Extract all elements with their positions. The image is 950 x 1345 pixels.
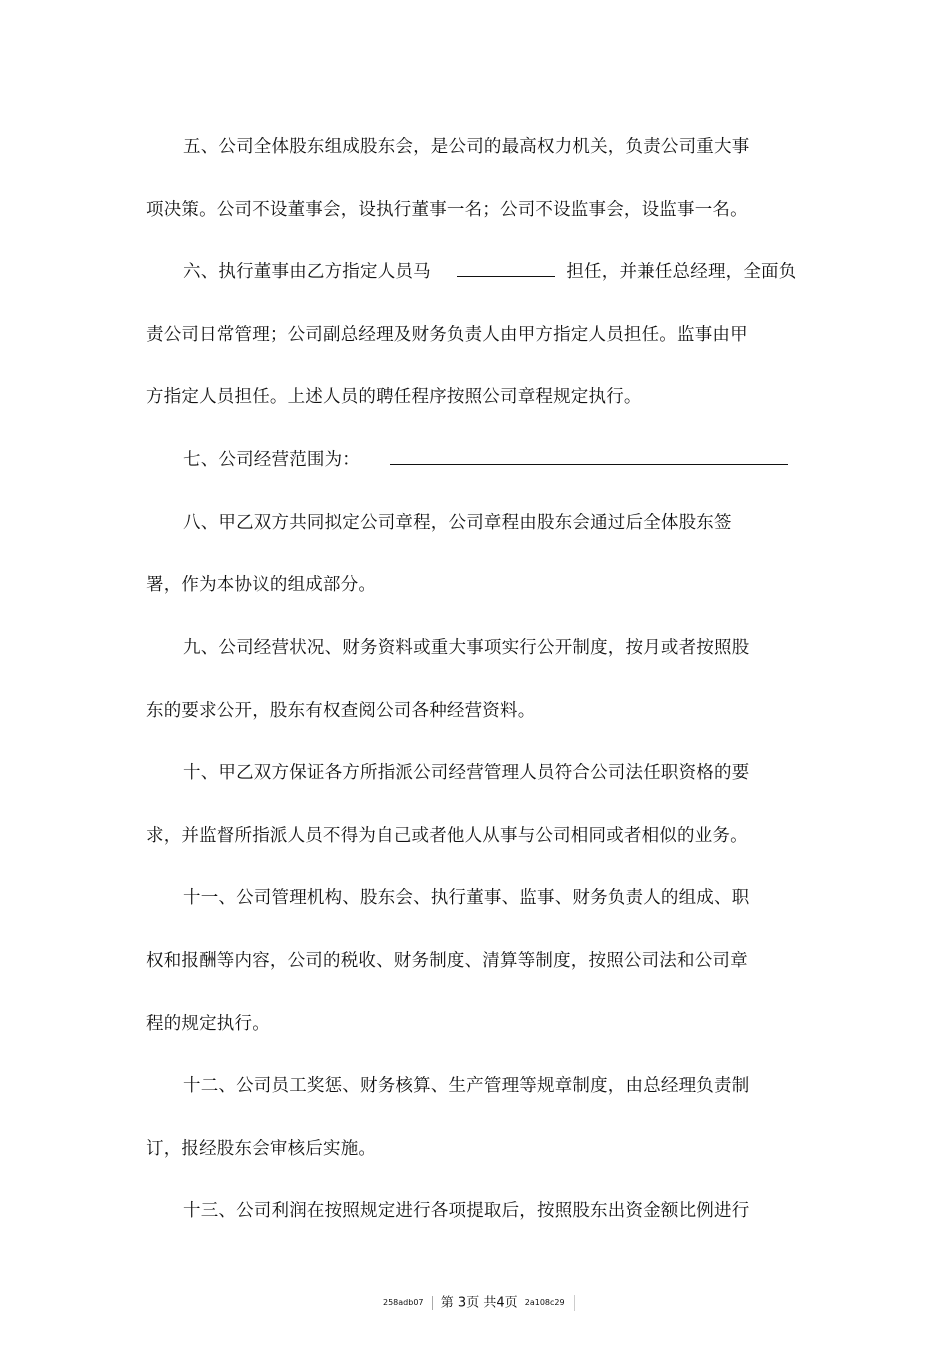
p5-line1: 五、公司全体股东组成股东会，是公司的最高权力机关，负责公司重大事 — [183, 137, 750, 157]
p5-line2: 项决策。公司不设董事会，设执行董事一名；公司不设监事会，设监事一名。 — [146, 200, 748, 220]
p9-line1: 九、公司经营状况、财务资料或重大事项实行公开制度，按月或者按照股 — [183, 638, 750, 658]
footer-right-code: 2a108c29 — [524, 1298, 565, 1307]
p11-line2: 权和报酬等内容，公司的税收、财务制度、清算等制度，按照公司法和公司章 — [146, 951, 748, 971]
p9-line2: 东的要求公开，股东有权查阅公司各种经营资料。 — [146, 701, 536, 721]
page-number: 第 3页 共4页 — [440, 1295, 518, 1311]
page-footer — [383, 1293, 575, 1313]
footer-divider — [432, 1296, 433, 1310]
p6-line2: 责公司日常管理；公司副总经理及财务负责人由甲方指定人员担任。监事由甲 — [146, 325, 748, 345]
p11-line1: 十一、公司管理机构、股东会、执行董事、监事、财务负责人的组成、职 — [183, 888, 750, 908]
p7-line1 — [183, 448, 788, 472]
footer-trailing-divider — [574, 1295, 575, 1311]
p6-line1-before: 六、执行董事由乙方指定人员马 — [183, 262, 431, 282]
p10-line2: 求，并监督所指派人员不得为自己或者他人从事与公司相同或者相似的业务。 — [146, 826, 748, 846]
p7-label: 七、公司经营范围为： — [183, 450, 360, 470]
name-blank — [457, 260, 555, 277]
p12-line1: 十二、公司员工奖惩、财务核算、生产管理等规章制度，由总经理负责制 — [183, 1076, 750, 1096]
p11-line3: 程的规定执行。 — [146, 1014, 270, 1034]
business-scope-blank — [390, 448, 788, 465]
p6-line1 — [183, 260, 796, 284]
p10-line1: 十、甲乙双方保证各方所指派公司经营管理人员符合公司法任职资格的要 — [183, 763, 750, 783]
p8-line1: 八、甲乙双方共同拟定公司章程，公司章程由股东会通过后全体股东签 — [183, 513, 732, 533]
p13-line1: 十三、公司利润在按照规定进行各项提取后，按照股东出资金额比例进行 — [183, 1201, 750, 1221]
footer-left-code: 258adb07 — [383, 1298, 424, 1307]
p6-line1-after: 担任，并兼任总经理，全面负 — [566, 262, 797, 282]
p6-line3: 方指定人员担任。上述人员的聘任程序按照公司章程规定执行。 — [146, 387, 642, 407]
p8-line2: 署，作为本协议的组成部分。 — [146, 575, 377, 595]
p12-line2: 订，报经股东会审核后实施。 — [146, 1139, 377, 1159]
